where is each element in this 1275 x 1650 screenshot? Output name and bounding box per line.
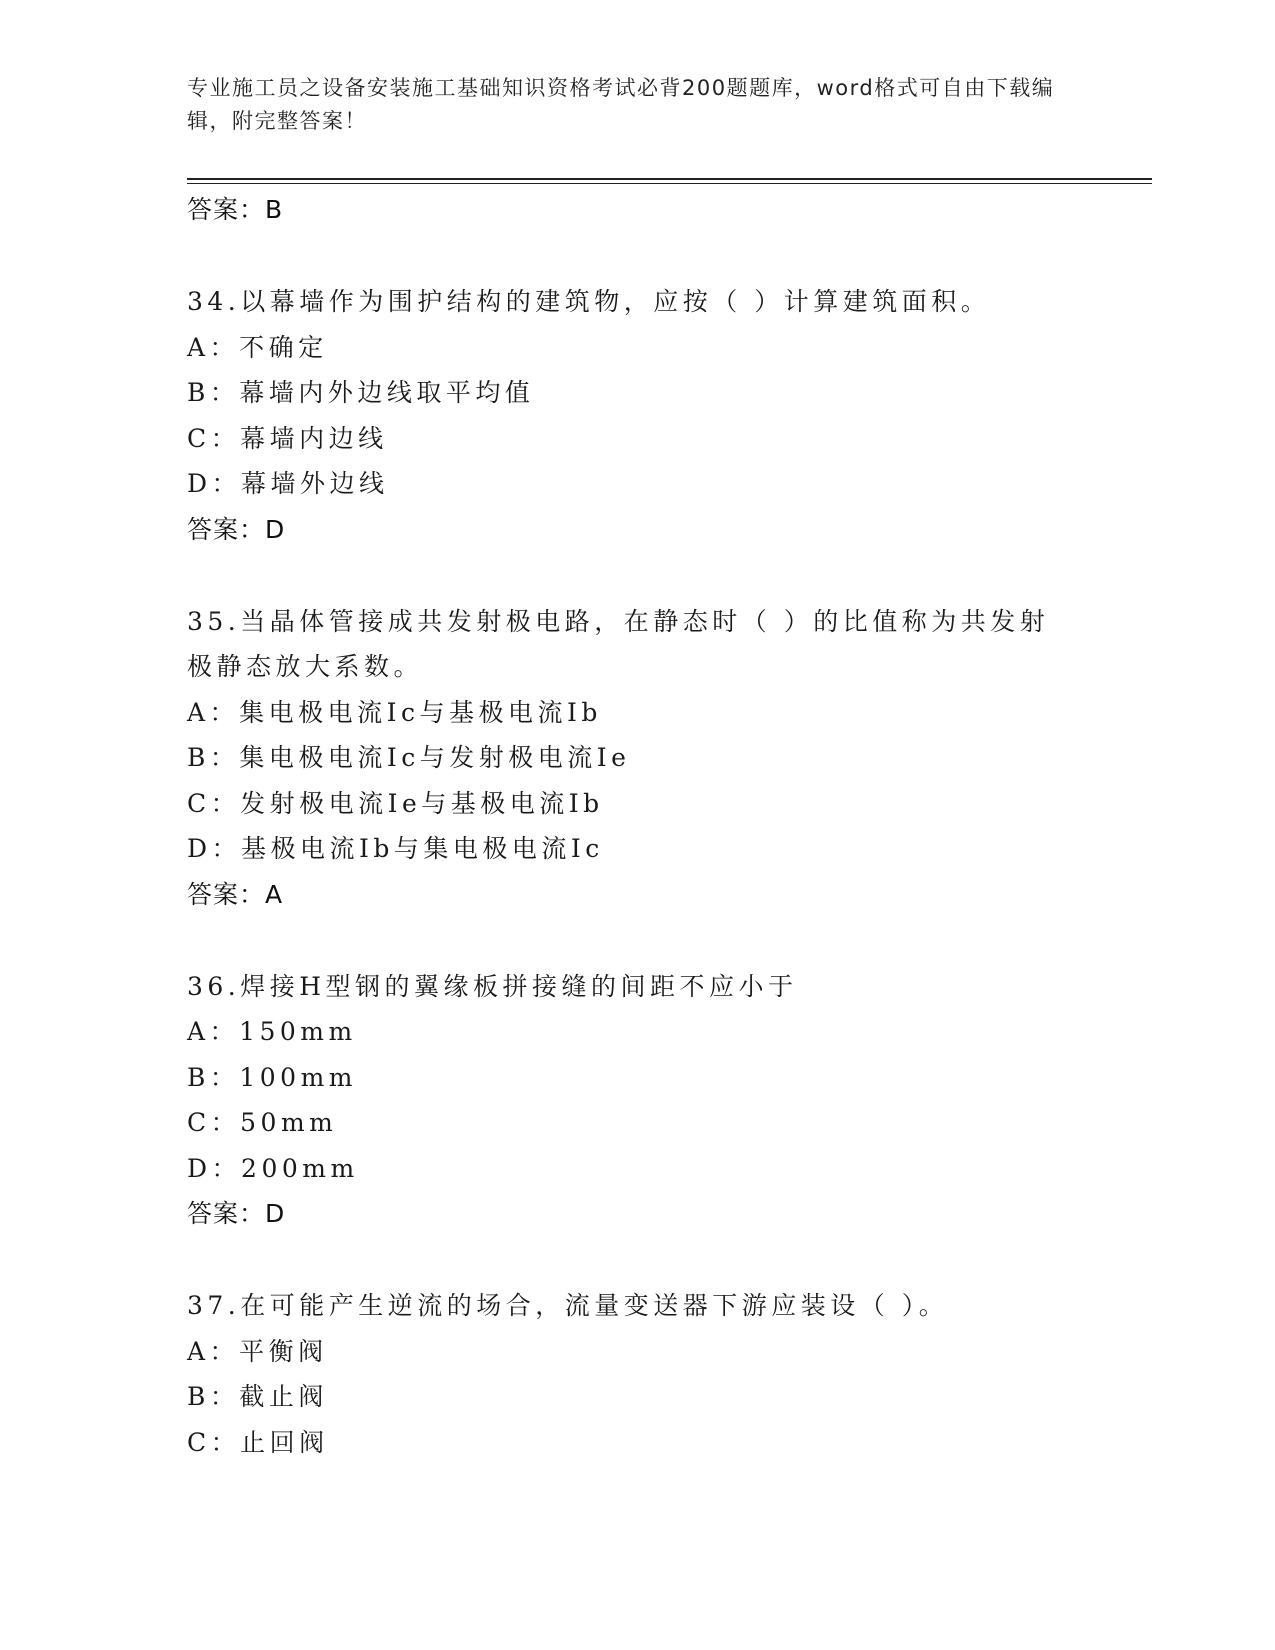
option-text: 集电极电流Ic与发射极电流Ie [239,743,631,772]
option-text: 平衡阀 [239,1336,328,1366]
option-label: B： [187,378,240,407]
option-label: B： [187,1382,240,1411]
option-d [187,461,1087,507]
option-c [187,416,1087,462]
option-label: C： [187,1108,241,1137]
document-header: 专业施工员之设备安装施工基础知识资格考试必背200题题库，word格式可自由下载编辑，附完整答案！ [187,76,1055,133]
option-d [187,1146,1087,1192]
spacer [187,233,1087,279]
option-label: C： [187,788,241,818]
answer-value: D [265,514,286,544]
question-37 [187,1283,1087,1465]
answer-label: 答案： [187,195,266,224]
option-b [187,1374,1087,1420]
question-35 [187,599,1087,918]
question-text: 37.在可能产生逆流的场合，流量变送器下游应装设（ ）。 [187,1291,949,1320]
option-b [187,370,1087,416]
option-text: 50mm [240,1108,338,1137]
option-d [187,826,1087,872]
answer-value: D [265,1199,286,1228]
option-text: 150mm [239,1017,357,1046]
answer-label: 答案： [187,1199,266,1228]
answer [187,1191,1087,1237]
option-b [187,1055,1087,1101]
header-rule-thick [187,178,1152,180]
answer [187,507,1087,553]
answer-value: A [265,879,284,909]
option-text: 100mm [239,1062,358,1092]
option-label: A： [187,1336,240,1366]
option-text: 不确定 [239,332,328,362]
option-text: 止回阀 [240,1427,329,1457]
option-a [187,1329,1087,1375]
option-a [187,690,1087,736]
option-label: B： [187,743,240,772]
option-b [187,735,1087,781]
option-c [187,781,1087,827]
answer-label: 答案： [187,514,266,544]
option-label: A： [187,1017,240,1046]
option-a [187,325,1087,371]
answer [187,872,1087,918]
question-text: 36.焊接H型钢的翼缘板拼接缝的间距不应小于 [187,971,798,1001]
option-label: D： [187,834,242,863]
option-text: 基极电流Ib与集电极电流Ic [241,834,604,863]
question-text: 35.当晶体管接成共发射极电路，在静态时（ ）的比值称为共发射极静态放大系数。 [187,606,1050,681]
option-label: C： [187,1427,241,1457]
spacer [187,1237,1087,1283]
question-list [187,187,1087,1465]
option-a [187,1009,1087,1055]
option-c [187,1420,1087,1466]
option-text: 发射极电流Ie与基极电流Ib [240,788,604,818]
spacer [187,553,1087,599]
option-label: D： [187,469,242,498]
option-text: 幕墙内边线 [240,423,388,453]
option-label: A： [187,332,240,362]
option-text: 200mm [241,1153,359,1183]
option-label: C： [187,423,241,453]
question-36 [187,964,1087,1238]
question-text: 34.以幕墙作为围护结构的建筑物，应按（ ）计算建筑面积。 [187,287,991,316]
answer-label: 答案： [187,879,266,909]
previous-answer [187,187,1087,233]
spacer [187,918,1087,964]
option-text: 截止阀 [239,1382,328,1411]
answer-value: B [265,195,284,224]
option-label: D： [187,1153,242,1183]
option-text: 幕墙内外边线取平均值 [239,378,535,407]
option-text: 幕墙外边线 [241,469,389,498]
question-34 [187,279,1087,553]
option-label: A： [187,697,240,727]
option-c [187,1100,1087,1146]
option-label: B： [187,1062,240,1092]
header-rule-thin [187,183,1152,184]
option-text: 集电极电流Ic与基极电流Ib [239,697,602,727]
